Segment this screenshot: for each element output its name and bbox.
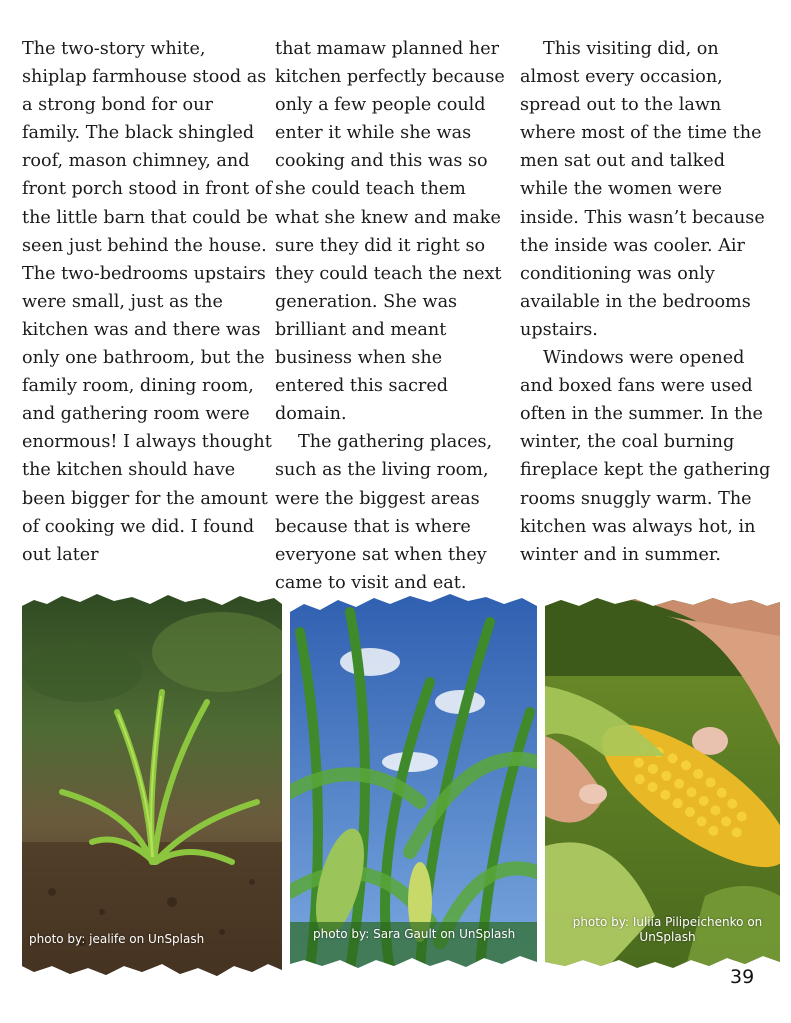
photo-credit: photo by: Iuliia Pilipeichenko on UnSplash [572, 915, 763, 944]
photo-credit: photo by: Sara Gault on UnSplash [313, 927, 516, 941]
corn-field-photo [290, 592, 537, 970]
text-column-1 [22, 35, 274, 569]
paragraph: The gathering places, such as the living room, were the biggest areas because that is where everyone sat when they came to visit and eat. [275, 432, 493, 593]
page-number: 39 [730, 966, 755, 988]
seedling-photo [22, 592, 282, 978]
paragraph: The two-story white, shiplap farmhouse stood as a strong bond for our family. The black shingled roof, mason chimney, and front porch stood in front of the little barn that could be seen just behind the house. The two-bedrooms upstairs were small, just as the kitchen was and there was only one bathroom, but the family room, dining room, and gathering room were enormous! I always thought the kitchen should have been bigger for the amount of cooking we did. I found out later [22, 39, 272, 565]
paragraph: Windows were opened and boxed fans were used often in the summer. In the winter, the coal burning fireplace kept the gathering rooms snuggly warm. The kitchen was always hot, in winter and in summer. [520, 348, 771, 565]
paragraph: that mamaw planned her kitchen perfectly because only a few people could enter it while she was cooking and this was so she could teach them what she knew and make sure they did it right so they could teach the next generation. She was brilliant and meant business when she entered this sacred domain. [275, 39, 505, 425]
text-column-2 [275, 35, 515, 597]
paragraph: This visiting did, on almost every occasion, spread out to the lawn where most of the time the men sat out and talked while the women were inside. This wasn’t because the inside was cooler. Air conditioning was only available in the bedrooms upstairs. [520, 39, 765, 340]
photo-credit: photo by: jealife on UnSplash [29, 932, 205, 946]
text-column-3 [520, 35, 775, 569]
corn-cob-photo [545, 596, 780, 970]
